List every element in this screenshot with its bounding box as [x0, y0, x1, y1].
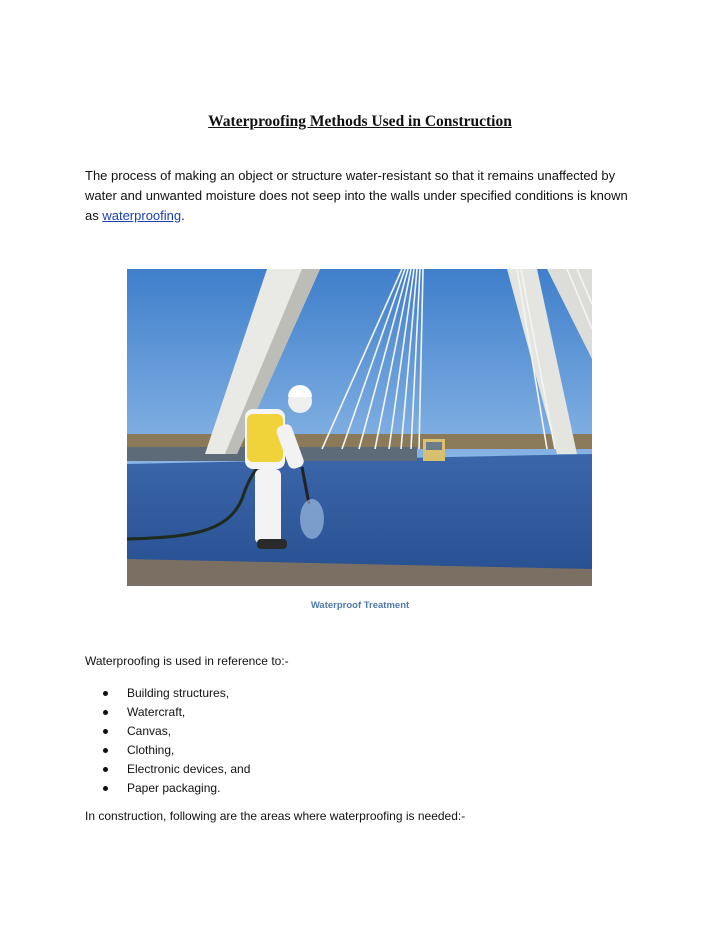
list-item [103, 760, 250, 779]
intro-line-3-suffix: . [181, 208, 185, 223]
page-title: Waterproofing Methods Used in Construction [208, 113, 512, 130]
intro-line-2: water and unwanted moisture does not seep into the walls under specified conditions is known [85, 188, 628, 203]
bullet-icon [103, 710, 108, 715]
list-item-text: Clothing, [127, 743, 175, 757]
intro-line-3 [85, 206, 645, 226]
bullet-icon [103, 748, 108, 753]
list-item-text: Canvas, [127, 724, 172, 738]
intro-line-3-prefix: as [85, 208, 103, 223]
list-item-text: Paper packaging. [127, 781, 221, 795]
waterproofing-link[interactable]: waterproofing [102, 208, 182, 223]
list-item [103, 684, 250, 703]
intro-paragraph [85, 166, 645, 226]
spray-mist [300, 499, 324, 539]
list-item-text: Electronic devices, and [127, 762, 251, 776]
intro-line-1: The process of making an object or structure water-resistant so that it remains unaffected by [85, 168, 616, 183]
list-item [103, 703, 250, 722]
list-item [103, 779, 250, 798]
photo-caption: Waterproof Treatment [310, 600, 410, 611]
uses-list [103, 684, 250, 798]
uses-lead-text: Waterproofing is used in reference to:- [85, 654, 289, 668]
bullet-icon [103, 786, 108, 791]
list-item-text: Building structures, [127, 686, 230, 700]
list-item [103, 722, 250, 741]
list-item [103, 741, 250, 760]
closing-text: In construction, following are the areas where waterproofing is needed:- [85, 809, 466, 823]
bullet-icon [103, 691, 108, 696]
bridge-photo-illustration [127, 269, 592, 586]
bullet-icon [103, 767, 108, 772]
bridge-photo [127, 269, 592, 586]
bullet-icon [103, 729, 108, 734]
list-item-text: Watercraft, [127, 705, 186, 719]
